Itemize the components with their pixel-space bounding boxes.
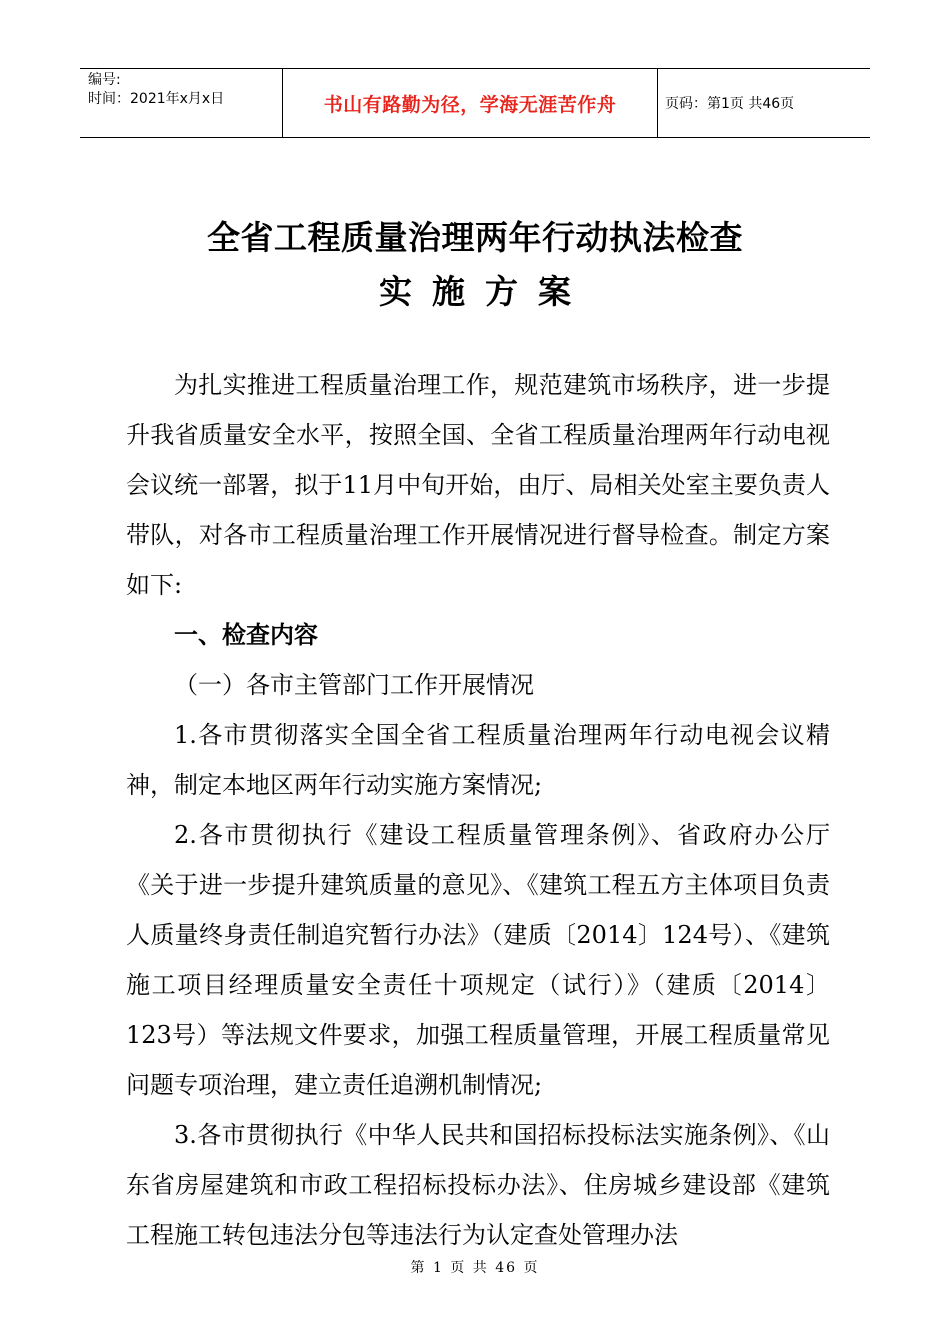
time-label: 时间：2021年x月x日 [88, 91, 225, 107]
header-divider [657, 69, 658, 137]
header-meta [80, 69, 282, 137]
document-body [126, 360, 830, 1260]
document-subtitle: 实施方案 [379, 272, 591, 311]
page-footer: 第 1 页 共 46 页 [410, 1260, 540, 1276]
number-label: 编号: [88, 72, 121, 88]
document-header [80, 68, 870, 138]
header-page-info: 页码：第1页 共46页 [665, 96, 795, 112]
intro-paragraph: 为扎实推进工程质量治理工作，规范建筑市场秩序，进一步提升我省质量安全水平，按照全国、全省工程质量治理两年行动电视会议统一部署，拟于11月中旬开始，由厅、局相关处室主要负责人带队，对各市工程质量治理工作开展情况进行督导检查。制定方案如下: [126, 371, 830, 599]
section-heading: 一、检查内容 [174, 621, 318, 649]
body-paragraph: 1.各市贯彻落实全国全省工程质量治理两年行动电视会议精神，制定本地区两年行动实施方案情况; [126, 721, 830, 799]
subsection-heading: （一）各市主管部门工作开展情况 [174, 671, 534, 699]
document-title: 全省工程质量治理两年行动执法检查 [207, 218, 743, 257]
body-paragraph: 2.各市贯彻执行《建设工程质量管理条例》、省政府办公厅《关于进一步提升建筑质量的意见》、《建筑工程五方主体项目负责人质量终身责任制追究暂行办法》（建质〔2014〕124号）、《建筑施工项目经理质量安全责任十项规定（试行）》（建质〔2014〕123号）等法规文件要求，加强工程质量管理，开展工程质量常见问题专项治理，建立责任追溯机制情况; [126, 821, 830, 1099]
body-paragraph: 3.各市贯彻执行《中华人民共和国招标投标法实施条例》、《山东省房屋建筑和市政工程招标投标办法》、住房城乡建设部《建筑工程施工转包违法分包等违法行为认定查处管理办法 [126, 1121, 830, 1249]
header-motto: 书山有路勤为径，学海无涯苦作舟 [323, 93, 617, 116]
